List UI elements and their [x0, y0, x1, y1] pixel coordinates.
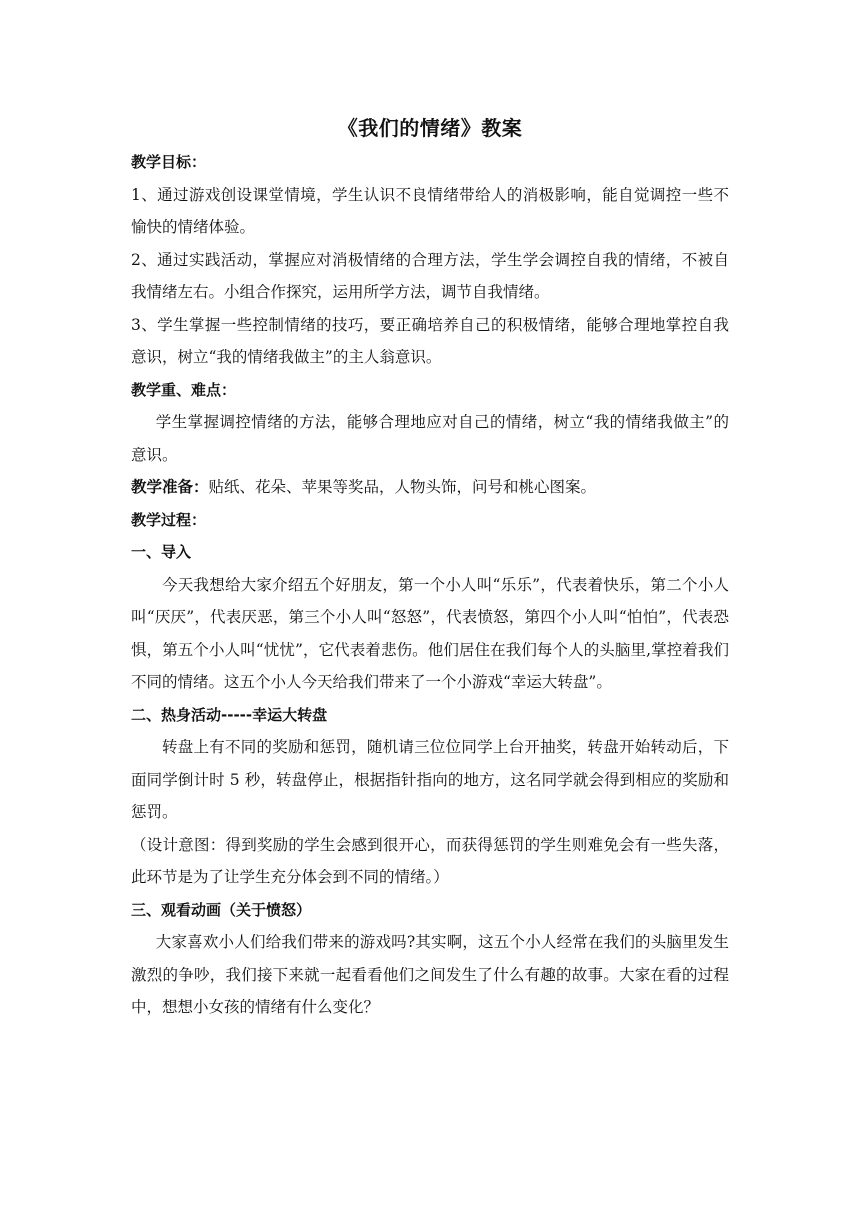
goals-heading: 教学目标：	[131, 153, 207, 171]
section-3-paragraph: 大家喜欢小人们给我们带来的游戏吗?其实啊，这五个小人经常在我们的头脑里发生激烈的争吵，我们接下来就一起看看他们之间发生了什么有趣的故事。大家在看的过程中，想想小女孩的情绪有什么变化？	[131, 933, 729, 1016]
section-1-heading: 一、导入	[131, 543, 192, 561]
goal-item-2: 2、通过实践活动，掌握应对消极情绪的合理方法，学生学会调控自我的情绪，不被自我情绪左右。小组合作探究，运用所学方法，调节自我情绪。	[131, 250, 729, 301]
goal-item-1: 1、通过游戏创设课堂情境，学生认识不良情绪带给人的消极影响，能自觉调控一些不愉快的情绪体验。	[131, 185, 729, 236]
preparation-label: 教学准备：	[131, 478, 209, 496]
section-2-paragraph: 转盘上有不同的奖励和惩罚，随机请三位位同学上台开抽奖，转盘开始转动后，下面同学倒计时 5 秒，转盘停止，根据指针指向的地方，这名同学就会得到相应的奖励和惩罚。	[131, 738, 729, 821]
section-3-heading: 三、观看动画（关于愤怒）	[131, 900, 312, 919]
section-2-heading: 二、热身活动-----幸运大转盘	[131, 705, 328, 724]
process-heading: 教学过程：	[131, 510, 207, 529]
section-2-design-note: （设计意图：得到奖励的学生会感到很开心，而获得惩罚的学生则难免会有一些失落，此环节是为了让学生充分体会到不同的情绪。）	[131, 835, 729, 886]
document-title: 《我们的情绪》教案	[337, 116, 523, 140]
preparation-line	[131, 471, 729, 504]
preparation-text: 贴纸、花朵、苹果等奖品，人物头饰，问号和桃心图案。	[208, 478, 597, 496]
section-1-paragraph: 今天我想给大家介绍五个好朋友，第一个小人叫“乐乐”，代表着快乐，第二个小人叫“厌厌”，代表厌恶，第三个小人叫“怒怒”，代表愤怒，第四个小人叫“怕怕”，代表恐惧，第五个小人叫“忧忧”，它代表着悲伤。他们居住在我们每个人的头脑里,掌控着我们不同的情绪。这五个小人今天给我们带来了一个小游戏“幸运大转盘”。	[131, 575, 729, 691]
lesson-plan-page	[131, 112, 729, 1024]
key-points-heading: 教学重、难点：	[131, 380, 237, 399]
key-points-text: 学生掌握调控情绪的方法，能够合理地应对自己的情绪，树立“我的情绪我做主”的意识。	[131, 413, 729, 464]
goal-item-3: 3、学生掌握一些控制情绪的技巧，要正确培养自己的积极情绪，能够合理地掌控自我意识，树立“我的情绪我做主”的主人翁意识。	[131, 315, 729, 366]
